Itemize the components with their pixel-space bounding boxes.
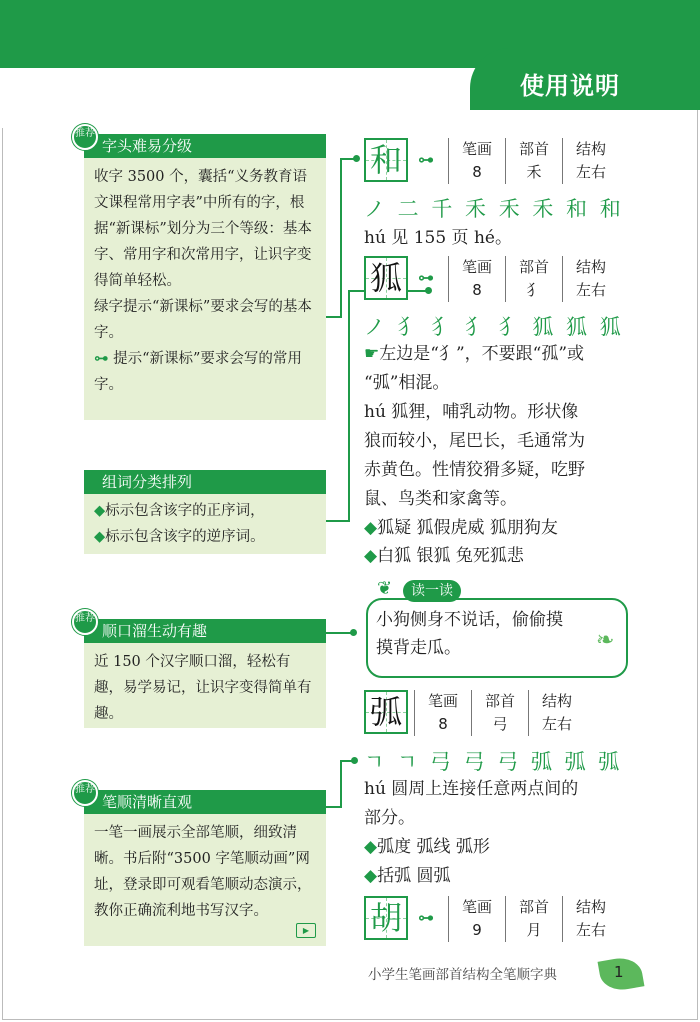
definition-line: 鼠、鸟类和家禽等。 [364, 489, 517, 509]
connector-line [340, 760, 342, 806]
tip-hu-fox: ☛左边是“犭”，不要跟“孤”或 [364, 344, 585, 364]
video-icon: ▶ [296, 923, 316, 938]
definition-line: 赤黄色。性情狡猾多疑，吃野 [364, 460, 585, 480]
key-icon: ⊶ [94, 351, 109, 367]
definition-he: hú 见 155 页 hé。 [364, 228, 512, 248]
info-paragraph-text: 提示“新课标”要求会写的常用字。 [94, 351, 302, 393]
info-paragraph: 近 150 个汉字顺口溜，轻松有趣，易学易记，让识字变得简单有趣。 [94, 654, 312, 722]
char-meta-hu-beard: 笔画 9 部首 月 结构 左右 [448, 896, 619, 942]
info-paragraph [94, 346, 318, 398]
stroke-order-hu-arc: ㄱ ㄱ 弓 弓 弓 弧 弧 弧 [364, 750, 623, 774]
info-item-forward: ◆标示包含该字的正序词， [94, 503, 265, 519]
char-box-hu-arc: 弧 [364, 690, 408, 734]
reverse-marker-icon: ◆ [94, 529, 106, 545]
page-title: 使用说明 [520, 72, 620, 100]
reading-text: 小狗侧身不说话，偷偷摸 摸背走瓜。 [376, 610, 563, 658]
words-forward-hu-arc: ◆弧度 弧线 弧形 [364, 837, 490, 857]
connector-line [326, 806, 342, 808]
info-box-difficulty [84, 158, 326, 420]
connector-line [326, 632, 352, 634]
recommend-badge: 推荐 [72, 780, 98, 806]
connector-line [326, 316, 342, 318]
words-reverse-hu-fox: ◆白狐 银狐 兔死狐悲 [364, 546, 524, 566]
butterfly-icon: ❦ [377, 578, 393, 599]
forward-marker-icon: ◆ [94, 503, 106, 519]
connector-line [340, 158, 342, 318]
char-meta-hu-fox: 笔画 8 部首 犭 结构 左右 [448, 256, 619, 302]
info-paragraph: 一笔一画展示全部笔顺，细致清晰。书后附“3500 字笔顺动画”网址，登录即可观看笔顺动态演示，教你正确流利地书写汉字。 [94, 825, 312, 919]
connector-line [348, 290, 350, 520]
info-box-words [84, 494, 326, 554]
forward-marker-icon: ◆ [364, 518, 378, 538]
footer-book-title: 小学生笔画部首结构全笔顺字典 [368, 967, 557, 983]
reverse-marker-icon: ◆ [364, 546, 378, 566]
tip-hu-fox-cont: “弧”相混。 [364, 373, 450, 393]
connector-dot [351, 757, 358, 764]
words-forward-hu-fox: ◆狐疑 狐假虎威 狐朋狗友 [364, 518, 558, 538]
recommend-badge: 推荐 [72, 609, 98, 635]
section-title-rhymes: 顺口溜生动有趣 [84, 619, 326, 643]
key-icon: ⊶ [418, 268, 434, 287]
char-box-he: 和 [364, 138, 408, 182]
info-box-stroke-order [84, 814, 326, 946]
info-paragraph: 绿字提示“新课标”要求会写的基本字。 [94, 299, 312, 341]
recommend-badge: 推荐 [72, 124, 98, 150]
char-meta-hu-arc: 笔画 8 部首 弓 结构 左右 [414, 690, 585, 736]
pointing-hand-icon: ☛ [364, 344, 380, 364]
section-title-words: 组词分类排列 [84, 470, 326, 494]
definition-line: hú 狐狸，哺乳动物。形状像 [364, 402, 579, 422]
connector-dot [353, 155, 360, 162]
page-number: 1 [614, 963, 624, 981]
stroke-order-hu-fox: ノ 犭 犭 犭 犭 狐 狐 狐 [364, 315, 624, 339]
section-title-difficulty: 字头难易分级 [84, 134, 326, 158]
connector-dot [350, 629, 357, 636]
char-box-hu-beard: 胡 [364, 896, 408, 940]
definition-line: 狼而较小，尾巴长，毛通常为 [364, 431, 585, 451]
key-icon: ⊶ [418, 150, 434, 169]
info-box-rhymes [84, 643, 326, 728]
reverse-marker-icon: ◆ [364, 866, 378, 886]
stroke-order-he: ノ 二 千 禾 禾 禾 和 和 [364, 197, 624, 221]
forward-marker-icon: ◆ [364, 837, 378, 857]
vine-decoration-icon: ❧ [596, 628, 615, 653]
char-box-hu-fox: 狐 [364, 256, 408, 300]
char-meta-he: 笔画 8 部首 禾 结构 左右 [448, 138, 619, 184]
info-item-reverse: ◆标示包含该字的逆序词。 [94, 529, 265, 545]
connector-line [326, 520, 350, 522]
reading-label: 读一读 [403, 580, 461, 602]
words-reverse-hu-arc: ◆括弧 圆弧 [364, 866, 451, 886]
info-paragraph: 收字 3500 个，囊括“义务教育语文课程常用字表”中所有的字，根据“新课标”划分为三个等级：基本字、常用字和次常用字，让识字变得简单轻松。 [94, 169, 312, 289]
key-icon: ⊶ [418, 908, 434, 927]
definition-line: 部分。 [364, 808, 415, 828]
section-title-stroke-order: 笔顺清晰直观 [84, 790, 326, 814]
connector-dot [425, 287, 432, 294]
header-curve [0, 68, 470, 128]
definition-line: hú 圆周上连接任意两点间的 [364, 779, 579, 799]
